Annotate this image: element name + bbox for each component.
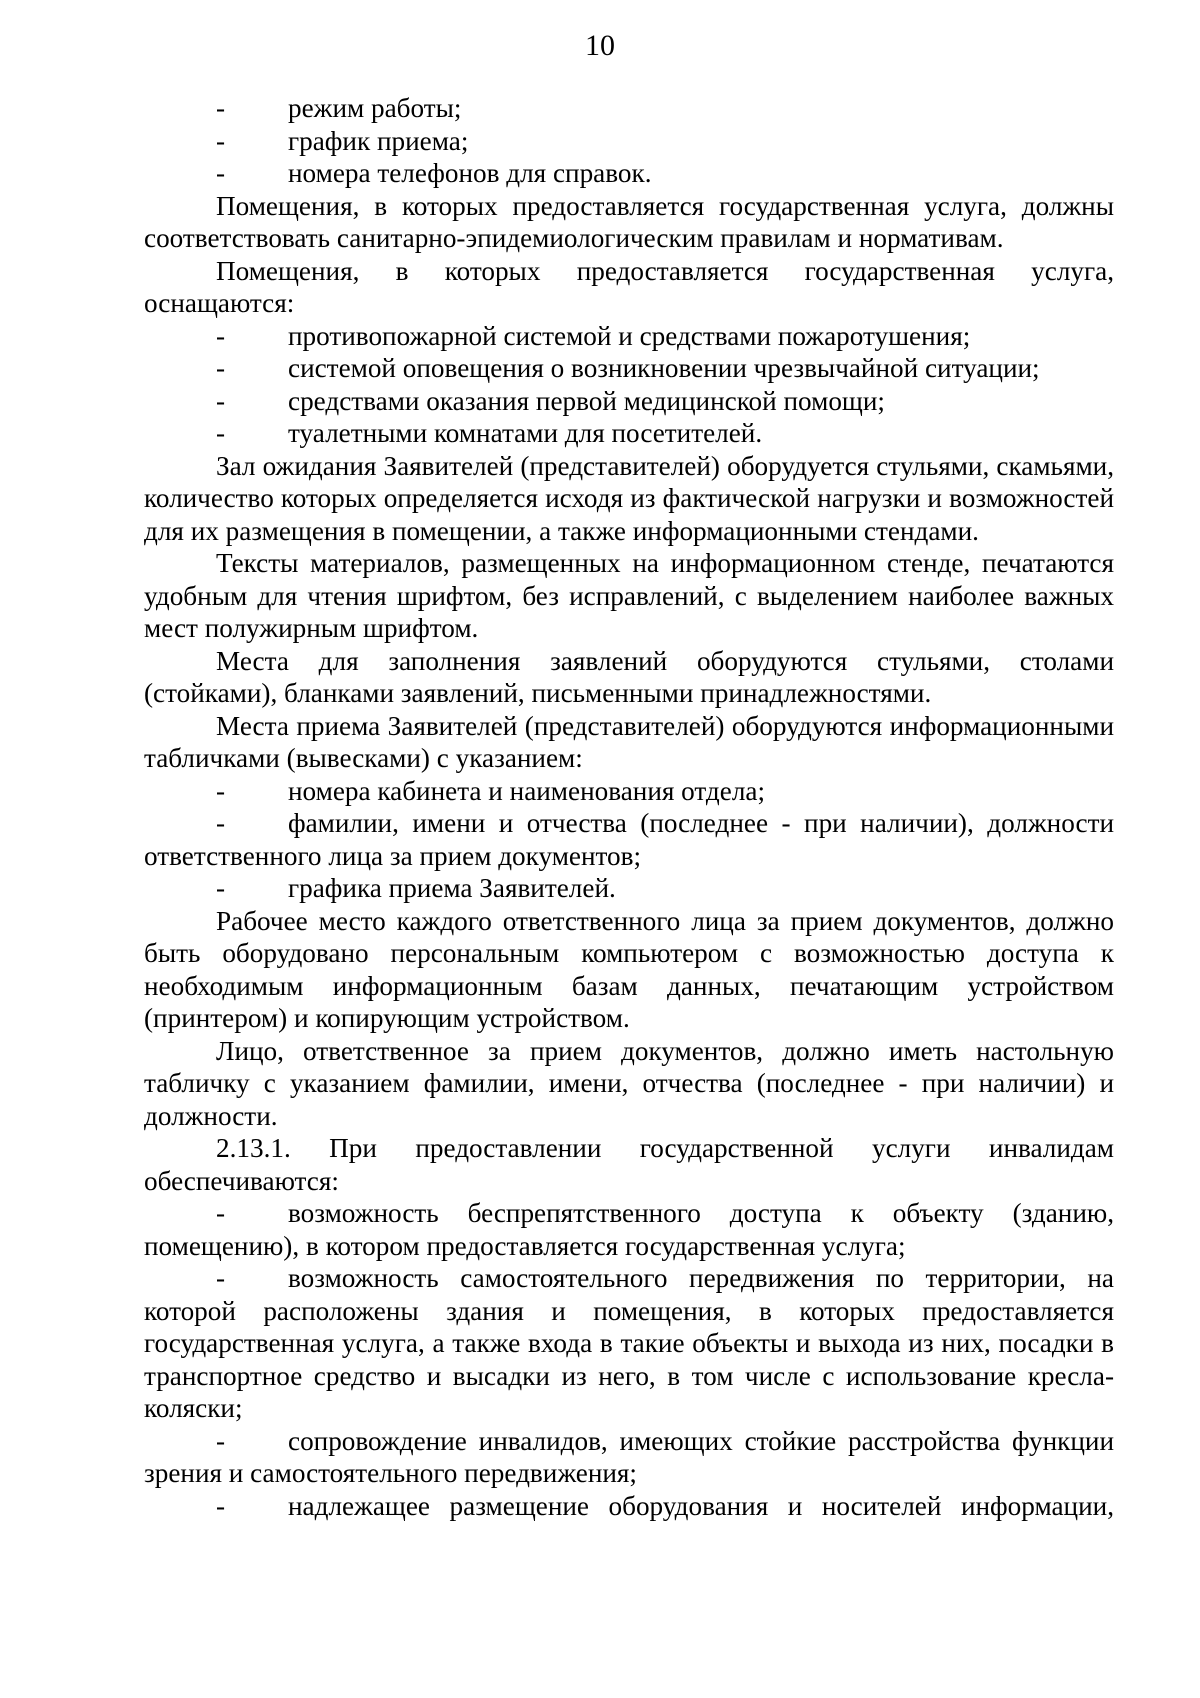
bullet-dash: - (216, 1198, 226, 1228)
bullet-dash: - (216, 125, 226, 156)
bullet-dash: - (216, 158, 226, 188)
bullet-item (144, 775, 1114, 808)
bullet-text: номера телефонов для справок. (288, 158, 652, 188)
bullet-item (144, 1425, 1114, 1490)
bullet-dash: - (216, 418, 226, 448)
bullet-item (144, 92, 1114, 125)
bullet-text: возможность самостоятельного передвижения по территории, на которой расположены здания и помещения, в которых предоставляется государственная услуга, а также входа в такие объекты и выхода из них, посадки в транспортное средство и высадки из него, в том числе с использование кресла- коляски; (144, 1263, 1114, 1423)
paragraph: Помещения, в которых предоставляется государственная услуга, оснащаются: (144, 255, 1114, 318)
bullet-dash: - (216, 1425, 226, 1456)
bullet-dash: - (216, 808, 226, 838)
bullet-item (144, 385, 1114, 418)
bullet-text: сопровождение инвалидов, имеющих стойкие расстройства функции зрения и самостоятельного передвижения; (144, 1425, 1114, 1488)
bullet-dash: - (216, 1263, 226, 1293)
bullet-item (144, 872, 1114, 905)
bullet-item (144, 320, 1114, 353)
paragraph: Зал ожидания Заявителей (представителей) оборудуется стульями, скамьями, количество которых определяется исходя из фактической нагрузки и возможностей для их размещения в помещении, а также информационными стендами. (144, 450, 1114, 546)
paragraph: Тексты материалов, размещенных на информационном стенде, печатаются удобным для чтения шрифтом, без исправлений, с выделением наиболее важных мест полужирным шрифтом. (144, 548, 1114, 643)
bullet-dash: - (216, 775, 226, 806)
bullet-dash: - (216, 353, 226, 383)
paragraph: Лицо, ответственное за прием документов, должно иметь настольную табличку с указанием фамилии, имени, отчества (последнее - при наличии) и должности. (144, 1035, 1114, 1131)
bullet-text: режим работы; (288, 93, 462, 123)
bullet-item (144, 352, 1114, 385)
paragraph: Места для заполнения заявлений оборудуются стульями, столами (стойками), бланками заявлений, письменными принадлежностями. (144, 645, 1114, 708)
bullet-item (144, 157, 1114, 190)
paragraph: Рабочее место каждого ответственного лица за прием документов, должно быть оборудовано персональным компьютером с возможностью доступа к необходимым информационным базам данных, печатающим устройством (принтером) и копирующим устройством. (144, 905, 1114, 1033)
bullet-text: графика приема Заявителей. (288, 873, 616, 903)
bullet-item (144, 807, 1114, 872)
bullet-item (144, 1490, 1114, 1523)
bullet-text: противопожарной системой и средствами пожаротушения; (288, 320, 971, 351)
document-body (144, 92, 1114, 1522)
bullet-dash: - (216, 320, 226, 351)
paragraph: Места приема Заявителей (представителей) оборудуются информационными табличками (вывесками) с указанием: (144, 710, 1114, 773)
bullet-text: системой оповещения о возникновении чрезвычайной ситуации; (288, 353, 1040, 383)
paragraph: 2.13.1. При предоставлении государственной услуги инвалидам обеспечиваются: (144, 1133, 1114, 1196)
bullet-dash: - (216, 1490, 226, 1521)
bullet-text: средствами оказания первой медицинской помощи; (288, 385, 885, 416)
bullet-text: график приема; (288, 125, 469, 156)
bullet-text: фамилии, имени и отчества (последнее - при наличии), должности ответственного лица за прием документов; (144, 808, 1114, 871)
bullet-dash: - (216, 93, 226, 123)
bullet-text: надлежащее размещение оборудования и носителей информации, (288, 1490, 1114, 1521)
bullet-text: туалетными комнатами для посетителей. (288, 418, 763, 448)
bullet-text: возможность беспрепятственного доступа к объекту (зданию, помещению), в котором предоставляется государственная услуга; (144, 1198, 1114, 1261)
bullet-item (144, 1197, 1114, 1262)
bullet-text: номера кабинета и наименования отдела; (288, 775, 766, 806)
bullet-item (144, 1262, 1114, 1425)
bullet-item (144, 417, 1114, 450)
bullet-dash: - (216, 873, 226, 903)
paragraph: Помещения, в которых предоставляется государственная услуга, должны соответствовать санитарно-эпидемиологическим правилам и нормативам. (144, 190, 1114, 253)
bullet-item (144, 125, 1114, 158)
page-number: 10 (585, 29, 615, 62)
bullet-dash: - (216, 385, 226, 416)
